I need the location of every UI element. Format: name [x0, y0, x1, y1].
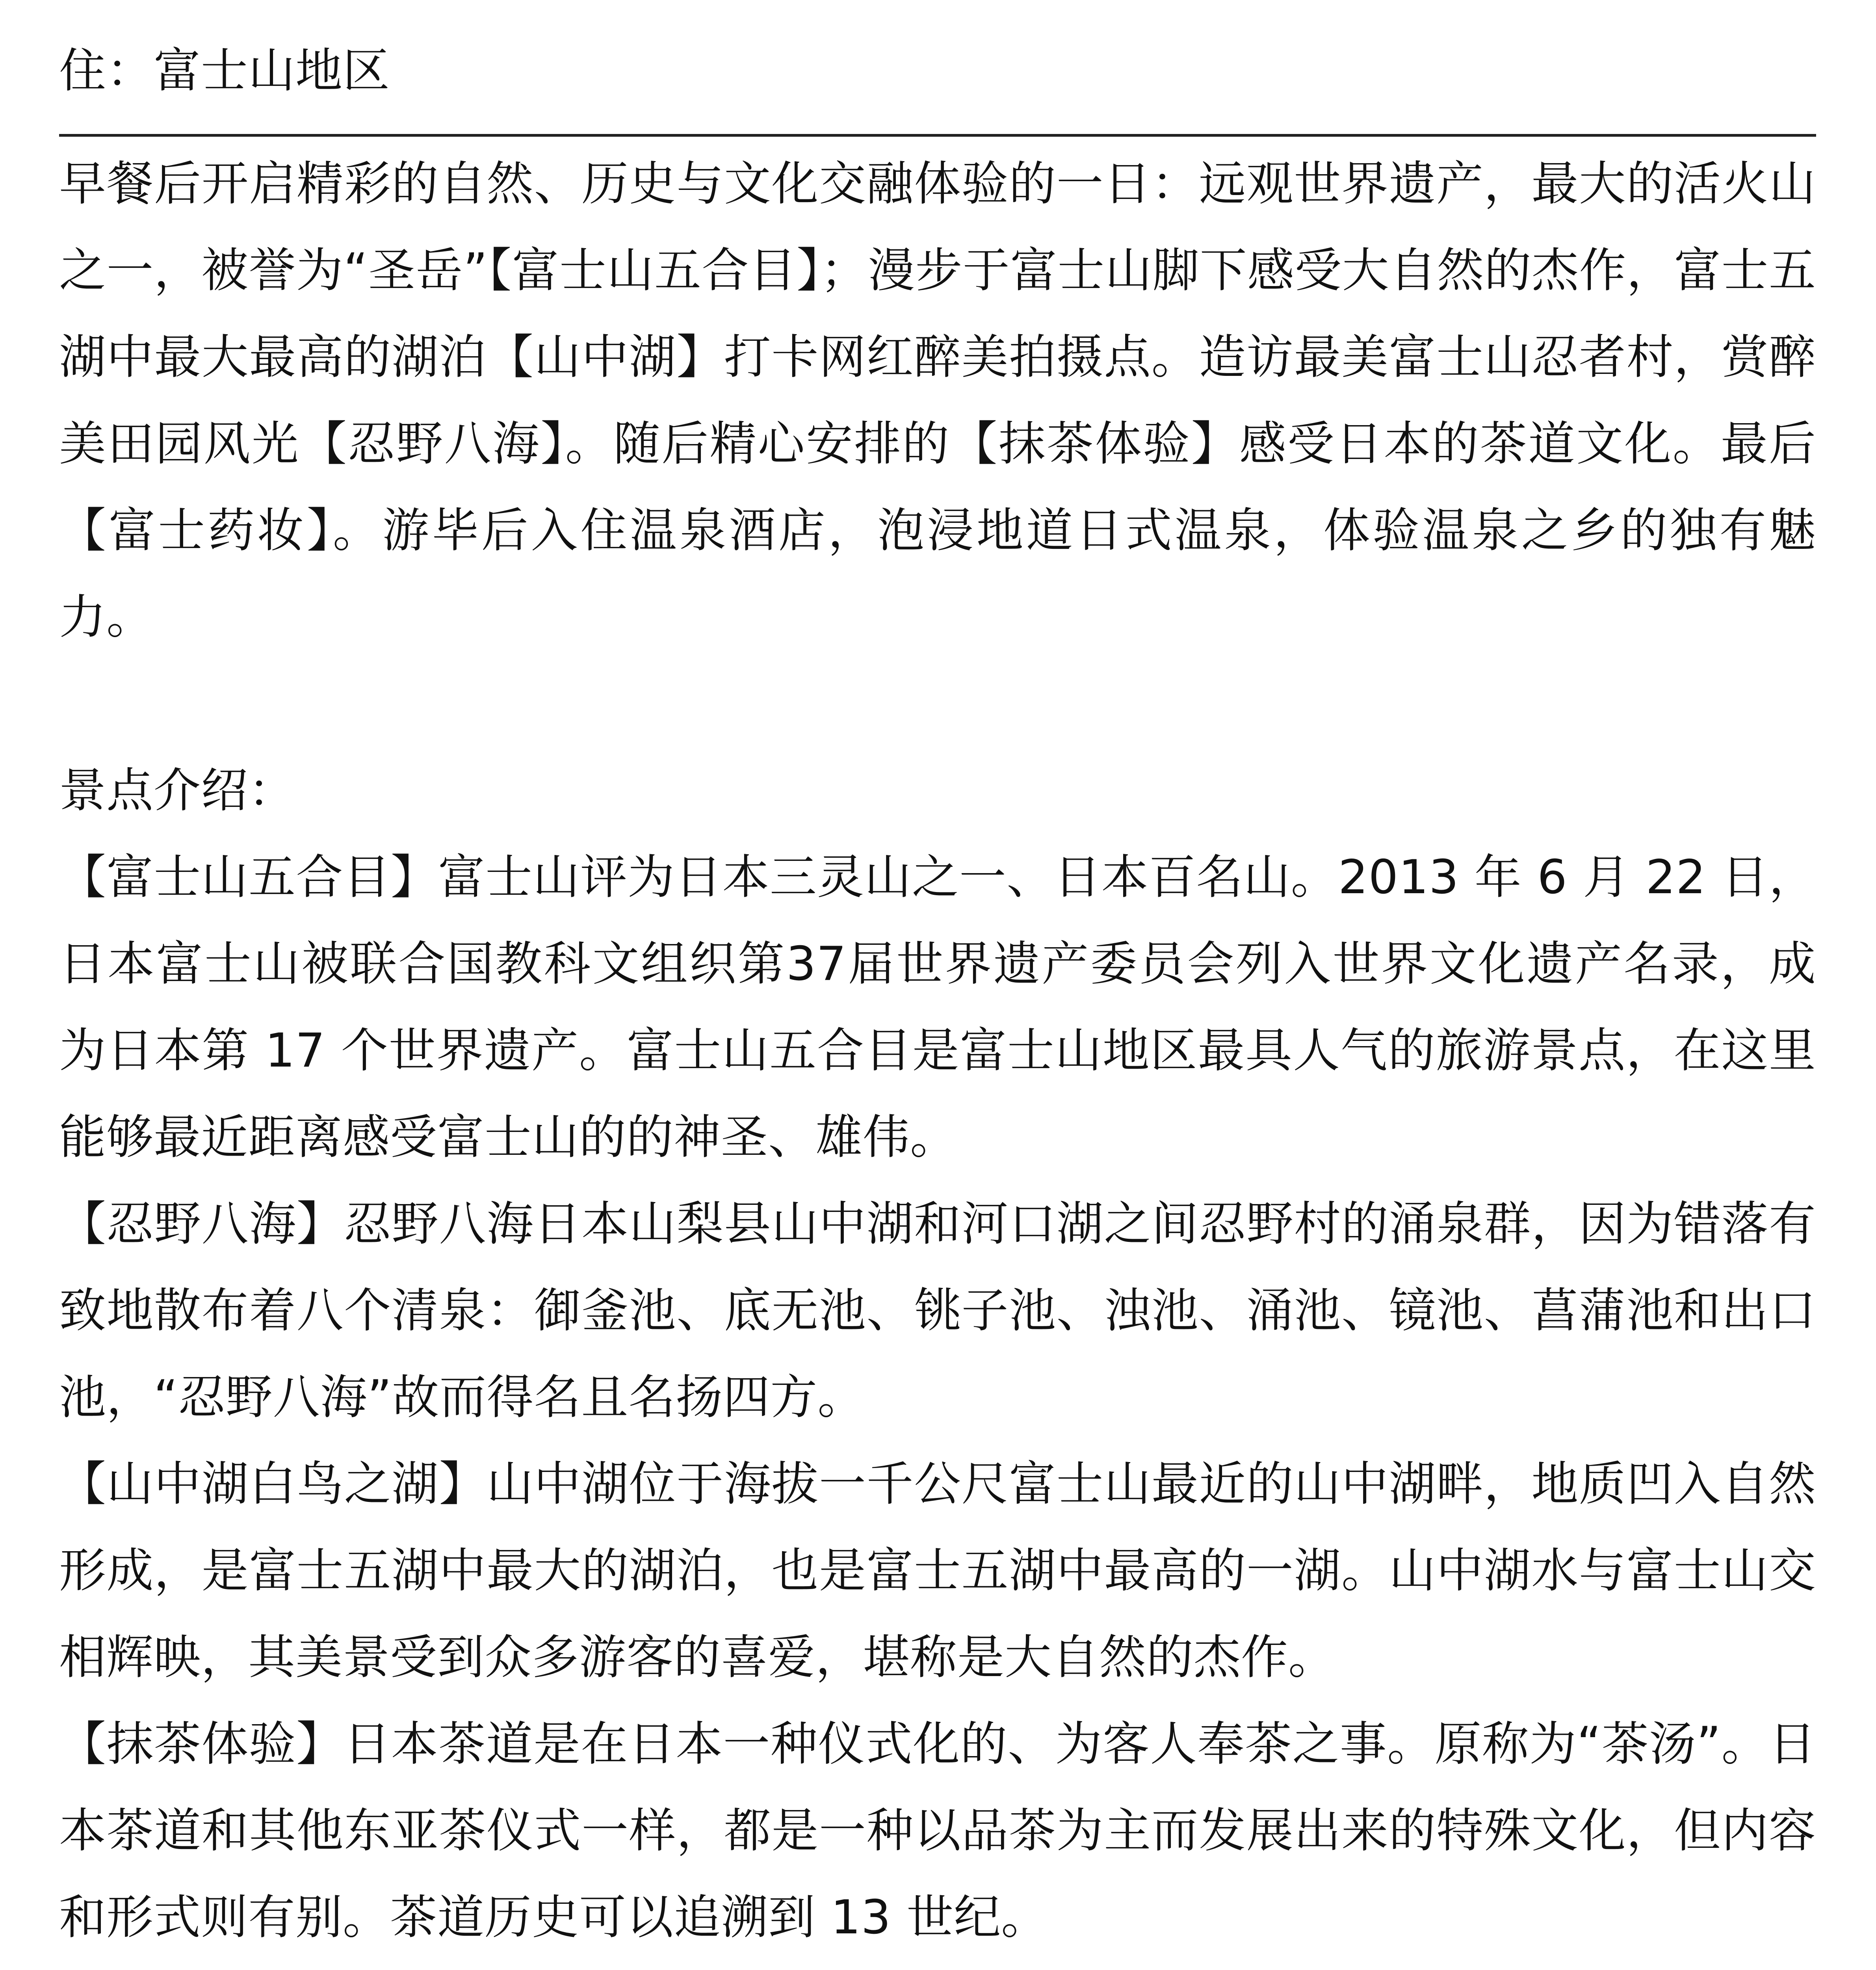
spot-oshino-hakkai: 【忍野八海】忍野八海日本山梨县山中湖和河口湖之间忍野村的涌泉群，因为错落有致地散布着八个清泉：御釜池、底无池、铫子池、浊池、涌池、镜池、菖蒲池和出口池，“忍野八海”故而得名且名扬四方。 [59, 1197, 1816, 1425]
paragraph-gap [59, 661, 1816, 747]
itinerary-intro: 早餐后开启精彩的自然、历史与文化交融体验的一日：远观世界遗产，最大的活火山之一，被誉为“圣岳”【富士山五合目】；漫步于富士山脚下感受大自然的杰作，富士五湖中最大最高的湖泊【山中湖】打卡网红醉美拍摄点。造访最美富士山忍者村，赏醉美田园风光【忍野八海】。随后精心安排的【抹茶体验】感受日本的茶道文化。最后【富士药妆】。游毕后入住温泉酒店，泡浸地道日式温泉，体验温泉之乡的独有魅力。 [59, 157, 1816, 645]
spot-matcha-experience: 【抹茶体验】日本茶道是在日本一种仪式化的、为客人奉茶之事。原称为“茶汤”。日本茶道和其他东亚茶仪式一样，都是一种以品茶为主而发展出来的特殊文化，但内容和形式则有别。茶道历史可以追溯到 13 世纪。 [59, 1717, 1816, 1945]
spot-fuji-drugstore [59, 1961, 1816, 1970]
spot-fuji-fifth-station: 【富士山五合目】富士山评为日本三灵山之一、日本百名山。2013 年 6 月 22 日，日本富士山被联合国教科文组织第37届世界遗产委员会列入世界文化遗产名录，成为日本第 17 个世界遗产。富士山五合目是富士山地区最具人气的旅游景点，在这里能够最近距离感受富士山的的神圣、雄伟。 [59, 850, 1816, 1165]
spot-lake-yamanaka: 【山中湖白鸟之湖】山中湖位于海拔一千公尺富士山最近的山中湖畔，地质凹入自然形成，是富士五湖中最大的湖泊，也是富士五湖中最高的一湖。山中湖水与富士山交相辉映，其美景受到众多游客的喜爱，堪称是大自然的杰作。 [59, 1457, 1816, 1685]
header-divider [59, 134, 1816, 137]
spots-heading: 景点介绍： [59, 764, 295, 818]
document-body [59, 28, 1816, 1970]
accommodation-line: 住：富士山地区 [59, 44, 390, 98]
